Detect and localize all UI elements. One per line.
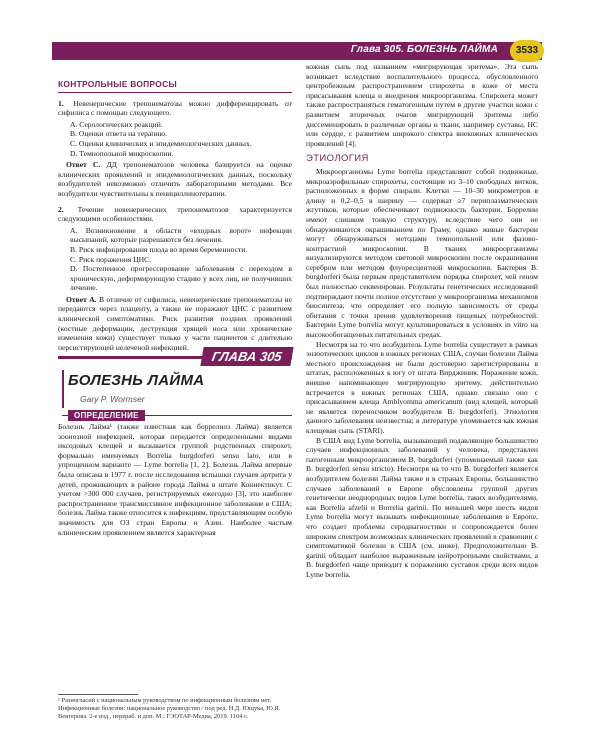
- questions-section: [58, 80, 292, 358]
- definition-text: Болезнь Лайма¹ (также известная как боррелиоз Лайма) является зоонозной инфекцией, которая передается определенными видами иксодовых клещей и вызывается группой родственных спирохет, формально именуемых Borrelia burgdorferi sensu lato, или в упрощенном варианте — Lyme borrelia [1, 2]. Болезнь Лайма впервые была описана в 1977 г. после исследования вспышки случаев артрита у детей, проживающих в районе города Лайма в штате Коннектикут. С учетом >300 000 случаев, регистрируемых ежегодно [3], это наиболее распространенное трансмиссивное инфекционное заболевание в США; болезнь Лайма также относится к инфекциям, представляющим особую значимость для ОЗ стран Европы и Азии. Наиболее частым клиническим проявлением является характерная: [58, 422, 292, 537]
- option: B. Риск инфицирования плода во время беременности.: [70, 244, 248, 254]
- option: A. Возникновение в области «входных ворот» инфекции высыпаний, которые разрешаются без лечения.: [70, 225, 292, 245]
- intro-paragraph: кожная сыпь под названием «мигрирующая эритема». Эта сыпь возникает вследствие воспалительного процесса, обусловленного центробежным распространением спирохеты в коже от места присасывания клеща и внедрения микроорганизма. Спирохета может также распространяться гематогенным путем в другие участки кожи с развитием вторичных очагов мигрирующей эритемы либо диссеминировать в различные органы и ткани, например суставы, НС или сердце, с развитием широкого спектра внекожных клинических проявлений [4].: [306, 62, 538, 148]
- answer-text: В отличие от сифилиса, невенерические трепонематозы не передаются через плаценту, а также не поражают ЦНС с развитием клинической симптоматики. Риск развития поздних проявлений (костные деформации, деструкция хрящей носа или хронические изменения кожи) существует только у части пациентов с длительно персистирующей нелеченой инфекцией.: [58, 294, 292, 352]
- definition-heading: ОПРЕДЕЛЕНИЕ: [68, 410, 145, 421]
- running-header: Глава 305. БОЛЕЗНЬ ЛАЙМА: [350, 44, 498, 55]
- chapter-label: ГЛАВА 305: [201, 347, 294, 366]
- etiology-paragraph: Несмотря на то что возбудитель Lyme borrelia существует в рамках энзоотических циклов в южных регионах США, случаи болезни Лайма местного происхождения не были достоверно зарегистрированы в штатах, расположенных к югу от штата Вирджиния. Поражение кожи, внешне напоминающее мигрирующую эритему, действительно встречается в южных регионах США, однако связано оно с присасыванием клеща Amblyomma americanum (вид клещей, который не является переносчиком возбудителя B. burgdorferi). Этиология данного заболевания неизвестна; в литературе упоминается как южная клещевая сыпь (STARI).: [306, 339, 538, 435]
- etiology-heading: ЭТИОЛОГИЯ: [306, 153, 369, 165]
- title-accent-line: [62, 370, 64, 408]
- questions-heading: КОНТРОЛЬНЫЕ ВОПРОСЫ: [58, 80, 292, 93]
- right-column: [306, 62, 538, 579]
- chapter-banner: [58, 347, 292, 367]
- page-number: 3533: [510, 40, 544, 62]
- question-number: 2.: [58, 204, 64, 214]
- answer-label: Ответ A.: [66, 294, 97, 304]
- footnote: ¹ Разногласий с национальным руководством по инфекционным болезням нет. Инфекционные болезни: национальное руководство / под ред. Н.Д. Ющука, Ю.Я. Венгерова. 2-е изд., перераб. и доп. М.: ГЭОТАР-Медиа, 2019. 1104 с.: [58, 697, 281, 720]
- answer-2: [58, 295, 292, 353]
- author: Gary P. Wormser: [80, 394, 145, 404]
- etiology-paragraph: Микроорганизмы Lyme borrelia представляют собой подвижные, микроаэрофильные спирохеты, состоящие из 3–10 свободных витков, расположенных в форме спирали. Клетки — 10–30 микрометров в длину и 0,2–0,5 в ширину — содержат ≥7 периплазматических жгутиков, которые обеспечивают подвижность бактерии. Боррелии имеют слишком тонкую структуру, вследствие чего они не обнаруживаются окрашиванием по Граму, однако живые бактерии могут обнаруживаться методами темнопольной или фазово-контрастной микроскопии. В тканях микроорганизмы визуализируются методом световой микроскопии после окрашивания серебром или методом флуоресцентной микроскопии. Бактерия B. burgdorferi была первым представителем порядка спирохет, чей геном был полностью секвенирован. Результаты генетических исследований подтверждают почти полное отсутствие у микроорганизма механизмов биосинтеза, что определяет его полную зависимость от среды обитания с точки зрения удовлетворения пищевых потребностей. Бактерии Lyme borrelia могут культивироваться в условиях in vitro на высокообогащенных питательных средах.: [306, 166, 538, 340]
- answer-text: ДД трепонематозов человека базируется на оценке клинических проявлений и эпидемиологических данных, поскольку возбудителей невозможно отличить лабораторными методами. Все возбудители чувствительны к пенициллинотерапии.: [58, 160, 293, 198]
- question-1: [58, 99, 292, 118]
- option: B. Оценки ответа на терапию.: [70, 129, 167, 139]
- footnote-rule: [58, 694, 138, 695]
- chapter-title: БОЛЕЗНЬ ЛАЙМА: [68, 372, 205, 389]
- etiology-paragraph: В США вид Lyme borrelia, вызывающий подавляющее большинство случаев инфекционных заболеваний у человека, представлен патогенным микроорганизмом B. burgdorferi (упоминаемый также как B. burgdorferi sensu stricto). Несмотря на то что B. burgdorferi является возбудителем болезни Лайма также и в странах Европы, большинство случаев заболеваний в Европе обусловлены группой других генетически неоднородных видов Lyme borrelia, таких возбудителями, как Borrelia afzelii и Borrelia garinii. По меньшей мере шесть видов Lyme borrelia могут вызывать инфекционные заболевания в Европе, что создает проблемы серодиагностики и сопровождается более широким спектром возможных клинических проявлений в сравнении с симптоматикой болезни в США (см. ниже). Предположительно B. garinii обладает наиболее выраженным нейротропными свойствами, а B. burgdorferi чаще приводит к поражению суставов среди всех видов Lyme borrelia.: [306, 435, 538, 579]
- question-number: 1.: [58, 98, 64, 108]
- question-text: Невенерические трепонематозы можно дифференцировать от сифилиса с помощью следующего.: [58, 98, 292, 118]
- option: D. Постепенное прогрессирование заболевания с переходом в хроническую, деформирующую стадию у всех лиц, не получивших лечение.: [70, 264, 292, 293]
- answer-1: [58, 160, 292, 198]
- header-bar: [52, 42, 542, 60]
- question-text: Течение невенерических трепонематозов характеризуется следующими особенностями.: [58, 204, 292, 224]
- option: C. Риск поражения ЦНС.: [70, 254, 152, 264]
- answer-label: Ответ C.: [66, 160, 101, 170]
- option: C. Оценки клинических и эпидемиологических данных.: [70, 138, 252, 148]
- option: A. Серологических реакций.: [70, 119, 163, 129]
- question-2: [58, 205, 292, 224]
- option: D. Темнопольной микроскопии.: [70, 148, 174, 158]
